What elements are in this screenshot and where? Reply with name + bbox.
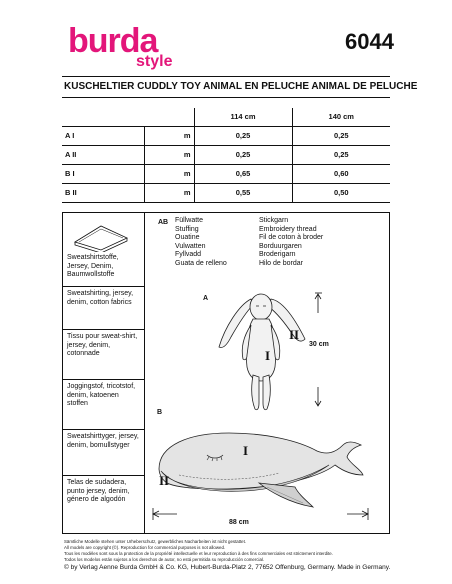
amount-114: 0,25: [194, 145, 292, 164]
notion-line: Fil de coton à broder: [259, 234, 324, 241]
notion-line: Füllwatte: [175, 217, 204, 224]
view-a-label: A: [203, 295, 209, 302]
piece-label: B II: [62, 183, 144, 202]
bunny-piece-I: I: [265, 348, 271, 363]
table-row: [62, 145, 390, 164]
notion-line: Borduurgaren: [259, 242, 302, 250]
unit: m: [144, 145, 194, 164]
fabric-text-fr: Tissu pour sweat-shirt, jersey, denim, cotonnade: [67, 333, 138, 357]
pattern-number: 6044: [345, 29, 394, 54]
notion-line: Vulwatten: [175, 242, 206, 250]
amount-114: 0,65: [194, 164, 292, 183]
width-header-114: 114 cm: [194, 108, 292, 126]
title-top-rule: [62, 76, 390, 77]
width-header-140: 140 cm: [292, 108, 390, 126]
burda-style-logo: [68, 24, 178, 70]
amount-140: 0,50: [292, 183, 390, 202]
fabric-swatch-icon: [71, 220, 131, 252]
notion-line: Fyllvadd: [175, 251, 202, 258]
piece-label: A I: [62, 126, 144, 145]
title-bottom-rule: [62, 97, 390, 98]
legal-footer: [64, 539, 390, 572]
brand-sub: style: [136, 53, 173, 70]
table-header-row: [62, 108, 390, 126]
piece-label: B I: [62, 164, 144, 183]
notion-line: Hilo de bordar: [259, 259, 303, 267]
fabric-list: [63, 213, 145, 533]
width-arrow-icon: [151, 507, 371, 521]
fabric-text-en: Sweatshirting, jersey, denim, cotton fabrics: [67, 290, 134, 306]
table-row: [62, 183, 390, 202]
fabric-item-sv: [63, 430, 144, 476]
amount-140: 0,25: [292, 145, 390, 164]
fabric-item-es: [63, 476, 144, 533]
fabric-item-fr: [63, 330, 144, 380]
height-arrow-icon: [313, 291, 323, 409]
fabric-text-de: Sweatshirtstoffe, Jersey, Denim, Baumwollstoffe: [67, 254, 119, 278]
bunny-illustration: [213, 285, 313, 413]
fabric-item-nl: [63, 380, 144, 430]
table-row: [62, 164, 390, 183]
width-dimension: 88 cm: [229, 519, 249, 526]
whale-piece-I: I: [243, 443, 249, 458]
notion-line: Ouatine: [175, 234, 200, 241]
notions-stuffing: [175, 217, 227, 268]
table-row: [62, 126, 390, 145]
fabric-and-view-panel: [62, 212, 390, 534]
bunny-piece-II: II: [289, 327, 300, 342]
amount-114: 0,55: [194, 183, 292, 202]
fabric-requirements-table: [62, 108, 390, 203]
notion-line: Broderigarn: [259, 251, 296, 258]
notion-line: Stickgarn: [259, 217, 289, 224]
whale-illustration: [149, 411, 365, 515]
unit: m: [144, 164, 194, 183]
amount-140: 0,60: [292, 164, 390, 183]
unit: m: [144, 126, 194, 145]
notion-line: Embroidery thread: [259, 225, 317, 233]
amount-114: 0,25: [194, 126, 292, 145]
fabric-item-de: [63, 213, 144, 287]
footer-line-es: Todos los modelos están sujetos a los derechos de autor, no está permitida su reproducción comercial.: [64, 557, 265, 562]
fabric-text-nl: Joggingstof, tricotstof, denim, katoenen stoffen: [67, 383, 136, 407]
unit: m: [144, 183, 194, 202]
copyright-line: © by Verlag Aenne Burda GmbH & Co. KG, Hubert-Burda-Platz 2, 77652 Offenburg, Germany. Made in Germany.: [64, 564, 391, 571]
brand-name: burda: [68, 22, 158, 60]
height-dimension: 30 cm: [309, 341, 329, 348]
pattern-title: KUSCHELTIER CUDDLY TOY ANIMAL EN PELUCHE ANIMAL DE PELUCHE: [64, 81, 418, 92]
notion-line: Guata de relleno: [175, 259, 227, 267]
piece-label: A II: [62, 145, 144, 164]
view-b-label: B: [157, 409, 163, 416]
notions-thread: [259, 217, 323, 268]
fabric-text-es: Telas de sudadera, punto jersey, denim, género de algodón: [67, 479, 130, 503]
notion-line: Stuffing: [175, 225, 199, 233]
footer-line-fr: Tous les modèles sont sous la protection de la propriété intellectuelle et leur reproduction à des fins commerciales est strictement interdite.: [64, 551, 333, 556]
notions-tag: AB: [158, 219, 169, 226]
footer-line-de: Sämtliche Modelle stehen unter Urheberschutz, gewerbliches Nacharbeiten ist nicht gestattet.: [64, 539, 247, 544]
fabric-item-en: [63, 287, 144, 330]
whale-piece-II: II: [159, 473, 170, 488]
footer-line-en: All models are copyright (©). Reproduction for commercial purposes is not allowed.: [64, 545, 226, 550]
amount-140: 0,25: [292, 126, 390, 145]
fabric-text-sv: Sweatshirttyger, jersey, denim, bomullstyger: [67, 433, 139, 449]
